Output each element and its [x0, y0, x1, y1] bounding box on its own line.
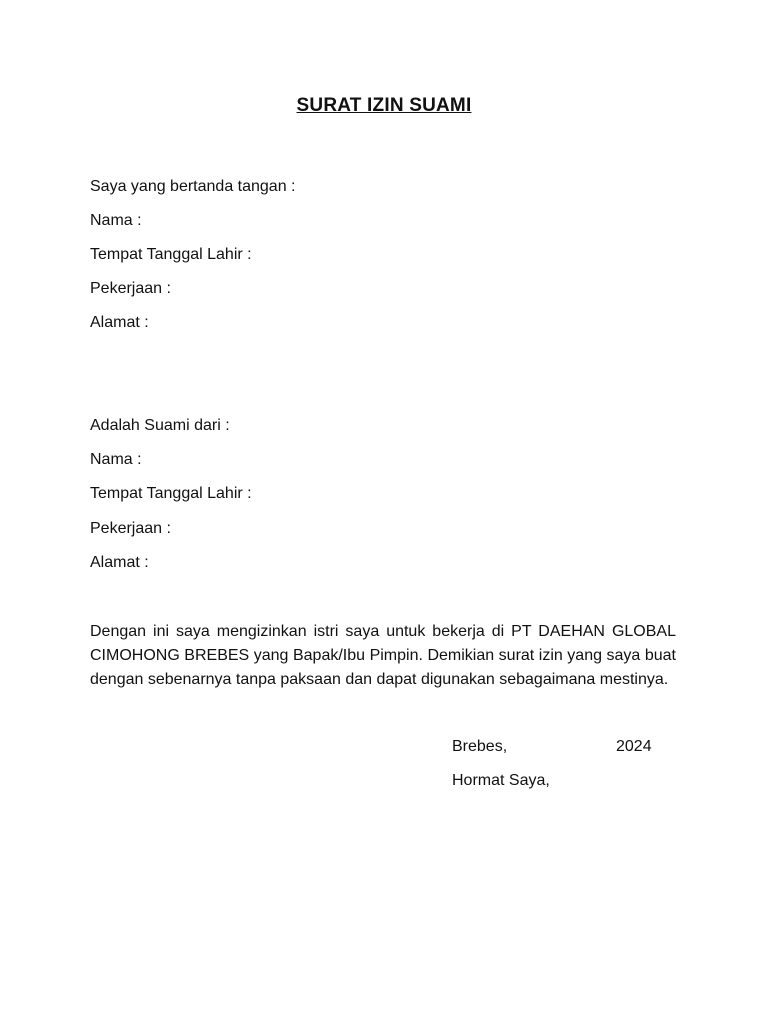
husband-address-label: Alamat : — [90, 314, 149, 331]
signature-place: Brebes, — [452, 738, 508, 755]
signature-closing: Hormat Saya, — [452, 772, 550, 789]
wife-birth-label: Tempat Tanggal Lahir : — [90, 485, 252, 502]
husband-job-label: Pekerjaan : — [90, 280, 171, 297]
document-title: SURAT IZIN SUAMI — [296, 95, 472, 116]
wife-intro: Adalah Suami dari : — [90, 417, 230, 434]
wife-job-label: Pekerjaan : — [90, 520, 171, 537]
wife-name-label: Nama : — [90, 451, 142, 468]
wife-address-label: Alamat : — [90, 554, 149, 571]
husband-intro: Saya yang bertanda tangan : — [90, 178, 296, 195]
husband-birth-label: Tempat Tanggal Lahir : — [90, 246, 252, 263]
statement-paragraph: Dengan ini saya mengizinkan istri saya untuk bekerja di PT DAEHAN GLOBAL CIMOHONG BREBES yang Bapak/Ibu Pimpin. Demikian surat izin yang saya buat dengan sebenarnya tanpa paksaan dan dapat digunakan sebagaimana mestinya. — [90, 623, 676, 688]
husband-name-label: Nama : — [90, 212, 142, 229]
signature-year: 2024 — [616, 738, 652, 755]
